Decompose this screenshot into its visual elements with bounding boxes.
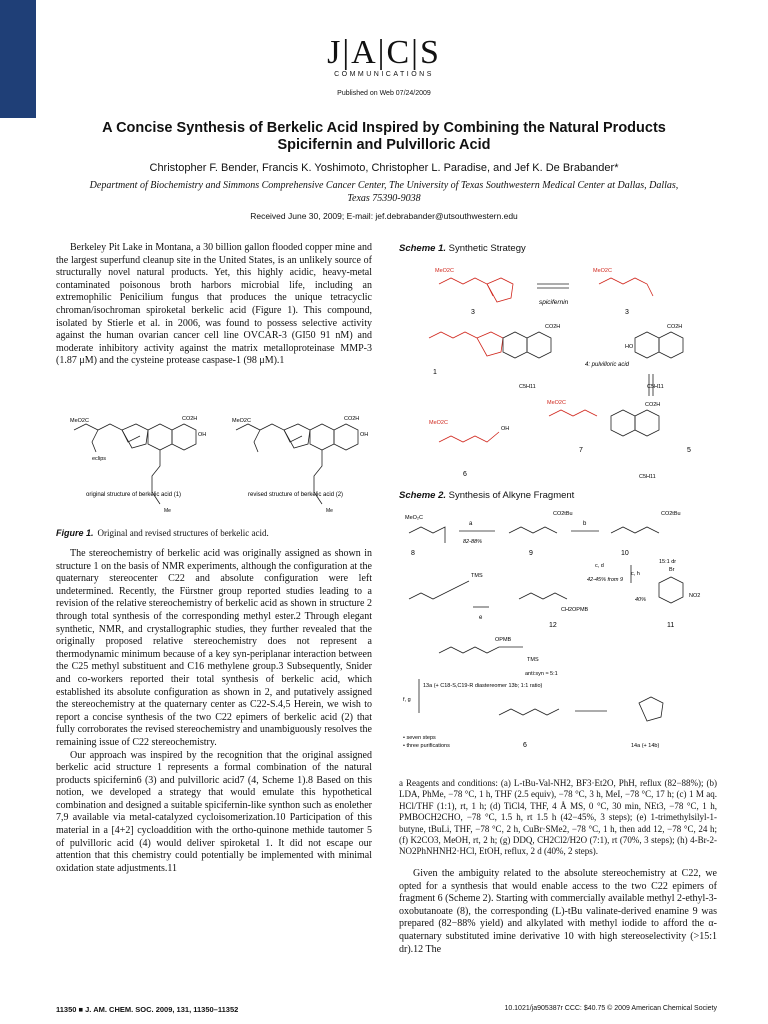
sch1-ho: HO [625, 344, 634, 350]
jacs-logo [0, 36, 768, 80]
sch2-step-b: b [583, 521, 587, 527]
sch2-meo2c: MeO₂C [405, 515, 424, 521]
fig1-meo2c-left: MeO2C [70, 418, 89, 424]
sch2-tms-a: TMS [471, 573, 483, 579]
sch1-label-1: 1 [433, 369, 437, 376]
figure-1-caption [56, 528, 269, 538]
sch2-antisyn: anti:syn ≈ 5:1 [525, 671, 558, 677]
fig1-oh-right: OH [360, 432, 369, 438]
sch2-bullet-2: • three purifications [403, 743, 450, 749]
sch1-oh: OH [501, 426, 510, 432]
published-date: Published on Web 07/24/2009 [337, 90, 431, 97]
scheme-1-caption [399, 243, 526, 254]
sch1-meo2c-c: MeO2C [429, 420, 448, 426]
footer-citation: 11350 ■ J. AM. CHEM. SOC. 2009, 131, 11350–11352 [56, 1005, 239, 1014]
sch2-step-a: a [469, 521, 473, 527]
fig1-eclips: eclips [92, 456, 107, 462]
scheme-1-label: Scheme 1. [399, 243, 446, 254]
sch1-meo2c-b: MeO2C [593, 268, 612, 274]
sch1-meo2c-a: MeO2C [435, 268, 454, 274]
sch2-label-12: 12 [549, 622, 557, 629]
sch2-label-9: 9 [529, 550, 533, 557]
sch2-ch2opmb: CH2OPMB [561, 607, 589, 613]
fig1-label-left: original structure of berkelic acid (1) [86, 492, 182, 498]
figure-1-caption-text: Original and revised structures of berkelic acid. [97, 528, 269, 538]
article-authors: Christopher F. Bender, Francis K. Yoshimoto, Christopher L. Paradise, and Jef K. De Brabander* [149, 162, 619, 174]
figure-1-structures [56, 412, 372, 516]
received-line: Received June 30, 2009; E-mail: jef.debrabander@utsouthwestern.edu [250, 211, 518, 221]
sch1-c5h11-c: C5H11 [639, 474, 656, 480]
sch2-yield-cd: 42-45% from 9 [587, 577, 624, 583]
fig1-meo2c-right: MeO2C [232, 418, 251, 424]
sch2-bullet-1: • seven steps [403, 735, 436, 741]
page-footer [56, 1005, 717, 1014]
sch1-co2h-a: CO2H [545, 324, 561, 330]
sch2-step-fg: f, g [403, 697, 411, 703]
logo-mark: J|A|C|S [327, 34, 441, 71]
fig1-co2h-right: CO2H [344, 416, 360, 422]
paragraph-2: The stereochemistry of berkelic acid was originally assigned as shown in structure 1 on the basis of NMR experiments, although the configuration at the quaternary stereocenter C22 and absolute configuration were left undetermined. Recently, the Fürstner group reported studies leading to a revision of the relative stereochemistry of berkelic acid as shown in structure 2 through total synthesis of the corresponding methyl ester.2 Through elegant synthetic, NMR, and crystallographic studies, they further revealed that the originally proposed relative stereochemistry does not represent a thermodynamic minimum because of a key syn-periplanar interaction between the C25 methyl substituent and C16 methylene group.3 Subsequently, Snider and co-workers reported their total synthesis of berkelic acid, which established its absolute configuration as shown in 2, and putatively assigned the stereochemistry at the quaternary center as C22-S.4,5 Herein, we wish to report a concise synthesis of the two C22 epimers of berkelic acid (2) that fully corroborates the revised stereochemistry and unambiguously resolves the remaining issue of C22 stereochemistry. [56, 548, 372, 748]
sch1-label-6: 6 [463, 471, 467, 478]
paragraph-1: Berkeley Pit Lake in Montana, a 30 billion gallon flooded copper mine and the largest superfund cleanup site in the United States, is an unlikely source of structurally novel natural products. Yet, this highly acidic, heavy-metal contaminated poisonous broth harbors microbial life, including an extremophilic Penicilium fungus that produces the unique tetracyclic chroman/isochroman spiroketal berkelic acid (Figure 1). This compound, isolated by Stierle et al. in 2006, was found to possess selective activity against the human ovarian cancer cell line OVCAR-3 (GI50 91 nM) and moderate inhibitory activity against the matrix metalloproteinase MMP-3 (1.87 μM) and the cysteine protease caspase-1 (98 μM).1 [56, 242, 372, 367]
body-column-left-bottom [56, 548, 372, 875]
sch1-pulvilloric: 4: pulvilloric acid [585, 362, 630, 368]
sch2-step-ch: c, h [631, 571, 640, 577]
fig1-label-right: revised structure of berkelic acid (2) [248, 492, 344, 498]
sch1-spicifernin: spicifernin [539, 299, 569, 306]
sch2-tms-b: TMS [527, 657, 539, 663]
sch1-co2h-c: CO2H [645, 402, 661, 408]
figure-1-label: Figure 1. [56, 528, 94, 538]
fig1-oh-left: OH [198, 432, 207, 438]
sch2-no2: NO2 [689, 593, 701, 599]
sch2-label-6: 6 [523, 742, 527, 749]
sch2-dr: 15:1 dr [659, 559, 677, 565]
fig1-me-left: Me [164, 508, 171, 514]
article-title: A Concise Synthesis of Berkelic Acid Inspired by Combining the Natural Products Spicifernin and Pulvilloric Acid [102, 120, 666, 153]
scheme-1-diagram [399, 256, 717, 484]
sch2-co2tbu-a: CO2tBu [553, 511, 573, 517]
sch2-label-11: 11 [667, 622, 675, 629]
logo-subtitle: COMMUNICATIONS [334, 71, 434, 78]
sch1-label-3b: 3 [625, 309, 629, 316]
scheme-1-caption-text: Synthetic Strategy [448, 243, 526, 254]
scheme-2-caption-text: Synthesis of Alkyne Fragment [448, 490, 575, 501]
article-affiliation: Department of Biochemistry and Simmons Comprehensive Cancer Center, The University of Texas Southwestern Medical Center at Dallas, Dallas, Texas 75390-9038 [89, 180, 679, 204]
sch2-cmp13a: 13a (+ C18-S,C19-R diastereomer 13b; 1:1 ratio) [423, 683, 543, 689]
scheme-2-diagram [399, 503, 717, 773]
fig1-me-right: Me [326, 508, 333, 514]
fig1-co2h-left: CO2H [182, 416, 198, 422]
sch1-c5h11-b: C5H11 [647, 384, 664, 390]
sch1-label-3a: 3 [471, 309, 475, 316]
sch2-cmp14: 14a (+ 14b) [631, 743, 660, 749]
sch1-c5h11-a: C5H11 [519, 384, 536, 390]
scheme-2-label: Scheme 2. [399, 490, 446, 501]
paragraph-3: Our approach was inspired by the recognition that the original assigned berkelic acid structure 1 represents a formal combination of the natural products spicifernin6 (3) and pulvilloric acid7 (4, Scheme 1).8 Based on this notion, we developed a strategy that would emulate this hypothetical combination and designed a suitable spicifernin-like synthon such as enolether 7,9 available via metal-catalyzed cycloisomerization.10 Participation of this material in a [4+2] cycloaddition with the ortho-quinone methide tautomer 5 of pulvilloric acid (4) would deliver spiroketal 1. It did not escape our attention that this chemistry could potentially be implemented with minimal oxidation state adjustments.11 [56, 749, 372, 874]
paragraph-4: Given the ambiguity related to the absolute stereochemistry at C22, we opted for a synthesis that would enable access to the two C22 epimers of fragment 6 (Scheme 2). Starting with commercially available methyl 2-ethyl-3-oxobutanoate (8), the corresponding (L)-tBu valinate-derived enamine 9 was prepared (82−88% yield) and alkylated with methyl iodide to afford the α-quaternary substituted imine derivative 10 with high stereoselectivity (>15:1 dr).12 The [399, 868, 717, 955]
sch2-label-10: 10 [621, 550, 629, 557]
sch2-step-cd: c, d [595, 563, 604, 569]
body-column-left-top [56, 242, 372, 368]
sch2-opmb: OPMB [495, 637, 512, 643]
scheme-2-reagents: a Reagents and conditions: (a) L-tBu-Val-NH2, BF3·Et2O, PhH, reflux (82−88%); (b) LDA, PhMe, −78 °C, 1 h, THF (2.5 equiv), −78 °C, 3 h, MeI, −78 °C, 17 h; (c) 1 M aq. HCl/THF (1:1), rt, 1 h; (d) TiCl4, THF, 4 Å MS, 0 °C, 30 min, NEt3, −78 °C, 1 h, PMBOCH2CHO, −78 °C, 1.5 h, rt 1.5 h (42−45%, 3 steps); (e) 1-trimethylsilyl-1-butyne, tBuLi, THF, −78 °C, 2 h, CuBr·SMe2, −78 °C, 1 h, then add 12, −78 °C, 24 h; (f) K2CO3, MeOH, rt, 2 h; (g) DDQ, CH2Cl2/H2O (7:1), rt (70%, 3 steps); (h) 4-Br-2-NO2PhNHNH2·HCl, EtOH, reflux, 2 d (40%, 2 steps). [399, 778, 717, 857]
sch1-co2h-b: CO2H [667, 324, 683, 330]
sch2-co2tbu-b: CO2tBu [661, 511, 681, 517]
sch2-yield-a: 82-88% [463, 539, 482, 545]
scheme-2-caption [399, 490, 574, 501]
sch1-label-7: 7 [579, 447, 583, 454]
footer-doi: 10.1021/ja905387r CCC: $40.75 © 2009 American Chemical Society [504, 1005, 717, 1012]
body-column-right-bottom [399, 868, 717, 956]
sch1-meo2c-d: MeO2C [547, 400, 566, 406]
sch2-step-e: e [479, 615, 483, 621]
sch2-yield-ch: 40% [635, 597, 647, 603]
sch2-br: Br [669, 567, 675, 573]
sch1-label-5: 5 [687, 447, 691, 454]
sch2-label-8: 8 [411, 550, 415, 557]
